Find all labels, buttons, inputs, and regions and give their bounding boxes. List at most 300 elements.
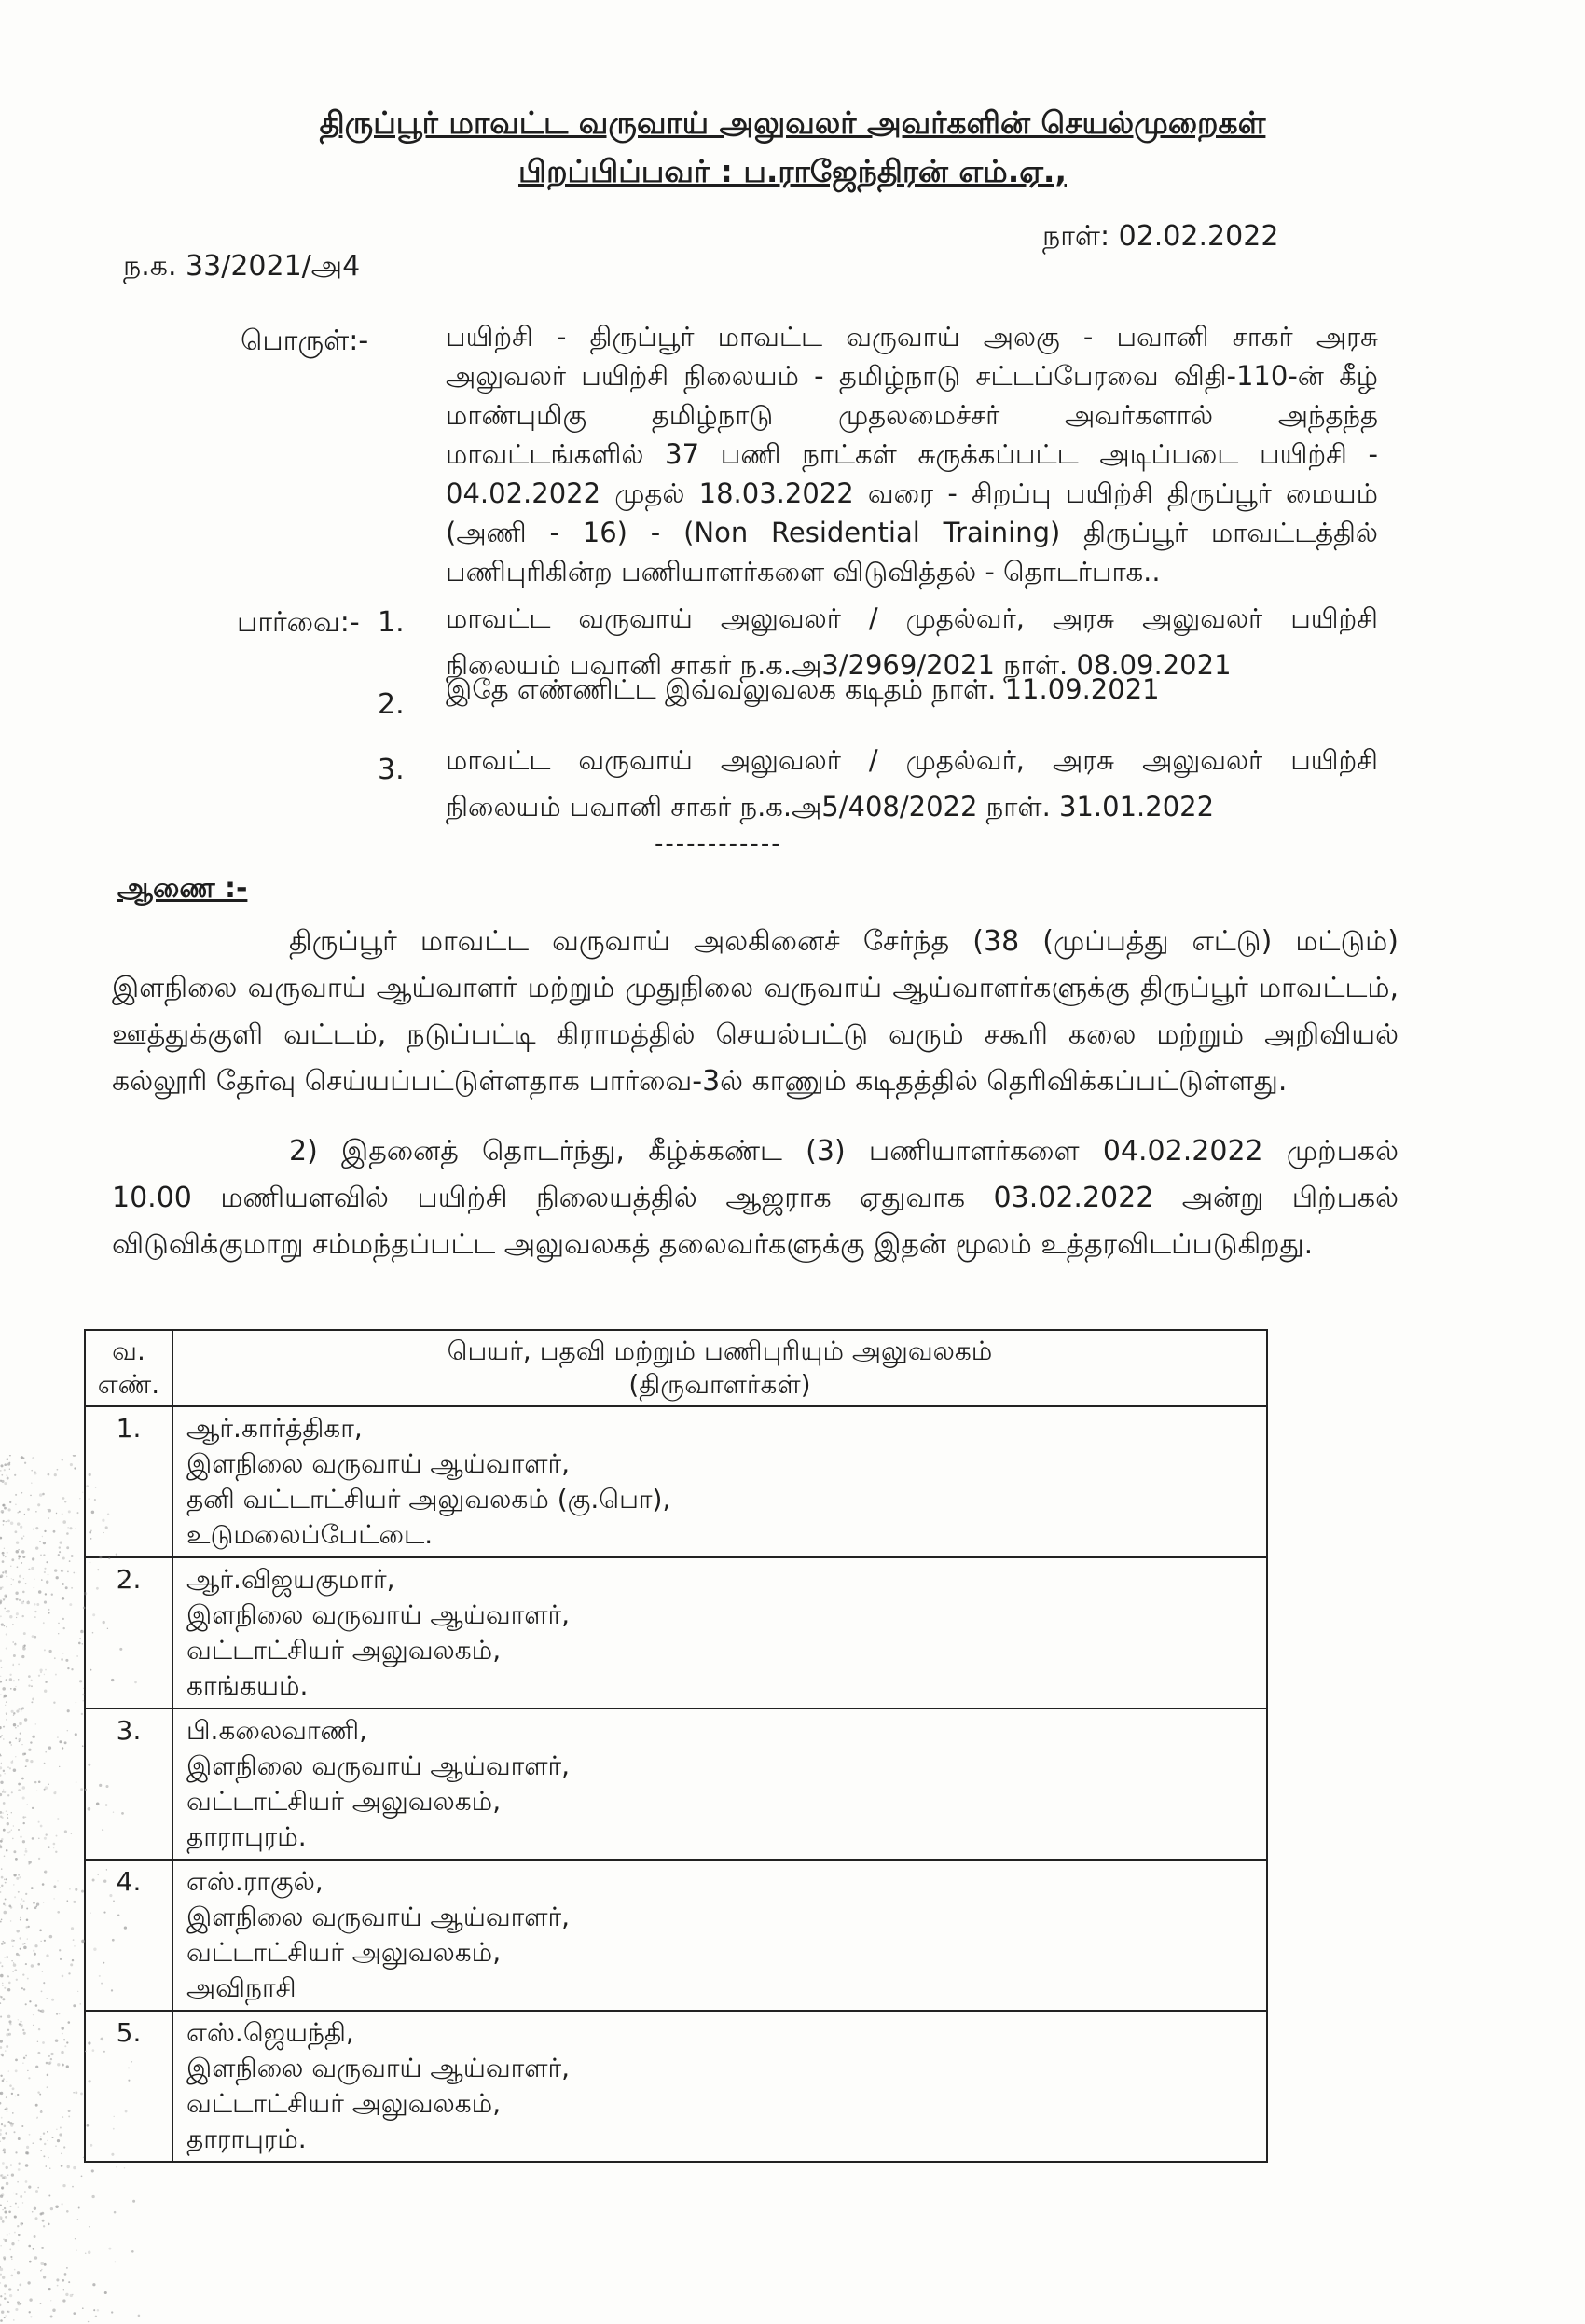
- scan-speck: [2, 2150, 4, 2151]
- scan-speck: [47, 2140, 48, 2141]
- scan-speck: [18, 1954, 20, 1956]
- scan-speck: [28, 1863, 29, 1864]
- scan-speck: [11, 1744, 12, 1745]
- scan-speck: [23, 1900, 25, 1902]
- scan-speck: [20, 2222, 22, 2225]
- scan-speck: [41, 2009, 45, 2013]
- scan-speck: [72, 2294, 73, 2295]
- scan-speck: [12, 1624, 13, 1625]
- scan-speck: [12, 1579, 14, 1581]
- scan-speck: [48, 1609, 49, 1611]
- scan-speck: [3, 2176, 7, 2179]
- scan-speck: [15, 1503, 17, 1505]
- scan-speck: [72, 1959, 74, 1961]
- scan-speck: [6, 1811, 7, 1812]
- scan-speck: [81, 1713, 83, 1715]
- scan-speck: [28, 1685, 30, 1687]
- paragraph-line: விடுவிக்குமாறு சம்மந்தப்பட்ட அலுவலகத் தலைவர்களுக்கு இதன் மூலம் உத்தரவிடப்படுகிறது.: [112, 1228, 1314, 1261]
- scan-speck: [78, 2207, 80, 2209]
- scan-speck: [26, 1926, 28, 1928]
- scan-speck: [21, 1537, 23, 1539]
- scan-speck: [1, 1817, 3, 1819]
- scan-speck: [35, 2217, 38, 2220]
- scan-speck: [58, 1633, 59, 1634]
- scan-speck: [22, 2223, 24, 2225]
- scan-speck: [5, 1882, 7, 1884]
- scan-speck: [11, 1710, 14, 1713]
- scan-speck: [71, 1927, 74, 1930]
- scan-speck: [62, 2299, 65, 2302]
- scan-speck: [21, 1615, 23, 1617]
- scan-speck: [0, 1576, 2, 1578]
- scan-speck: [13, 1962, 14, 1963]
- scan-speck: [61, 2027, 64, 2030]
- scan-speck: [88, 2251, 91, 2255]
- scan-speck: [71, 1833, 73, 1834]
- scan-speck: [57, 1736, 59, 1738]
- scan-speck: [1, 1919, 3, 1921]
- scan-speck: [28, 1926, 30, 1928]
- order-paragraph-2: [112, 1128, 1399, 1268]
- scan-speck: [27, 2070, 28, 2071]
- scan-speck: [34, 1611, 36, 1612]
- scan-speck: [40, 1825, 43, 1828]
- scan-speck: [6, 1648, 7, 1650]
- scan-speck: [1, 1667, 3, 1668]
- scan-speck: [66, 2267, 68, 2269]
- subject-line: மாவட்டங்களில் 37 பணி நாட்கள் சுருக்கப்பட்ட அடிப்படை பயிற்சி -: [446, 438, 1378, 470]
- scan-speck: [18, 2240, 20, 2242]
- scan-speck: [11, 1830, 12, 1831]
- scan-speck: [24, 1718, 27, 1721]
- scan-speck: [62, 1618, 64, 1620]
- scan-speck: [18, 2168, 21, 2171]
- scan-speck: [33, 1902, 34, 1903]
- scan-speck: [32, 1457, 34, 1459]
- scan-speck: [2, 2177, 5, 2179]
- scan-speck: [25, 1816, 27, 1818]
- scan-speck: [22, 2202, 23, 2203]
- scan-speck: [111, 2311, 113, 2313]
- scan-speck: [4, 2125, 7, 2128]
- scan-speck: [21, 1562, 23, 1564]
- scan-speck: [44, 1872, 45, 1873]
- scan-speck: [57, 1880, 58, 1881]
- scan-speck: [48, 1612, 49, 1613]
- scan-speck: [22, 2062, 24, 2064]
- scan-speck: [43, 1554, 45, 1556]
- scan-speck: [8, 2211, 11, 2214]
- scan-speck: [108, 2248, 111, 2250]
- scan-speck: [35, 1723, 37, 1725]
- scan-speck: [40, 1669, 43, 1672]
- scan-speck: [15, 1686, 16, 1687]
- scan-speck: [32, 1837, 34, 1840]
- scan-speck: [23, 1535, 24, 1536]
- scan-speck: [17, 1725, 18, 1726]
- scan-speck: [22, 1645, 25, 1648]
- scan-speck: [2, 1560, 5, 1563]
- scan-speck: [21, 1906, 23, 1909]
- scan-speck: [61, 2152, 62, 2154]
- scan-speck: [1, 1480, 4, 1483]
- file-number: ந.க. 33/2021/அ4: [123, 250, 361, 283]
- scan-speck: [3, 1599, 5, 1601]
- staff-details: [172, 1406, 1267, 1557]
- scan-speck: [0, 2216, 3, 2220]
- scan-speck: [41, 2212, 44, 2215]
- scan-speck: [33, 2248, 34, 2250]
- header-line: வ.: [112, 1335, 145, 1366]
- scan-speck: [3, 1726, 4, 1727]
- scan-speck: [1, 2245, 2, 2246]
- scan-speck: [43, 2133, 45, 2135]
- scan-speck: [0, 2092, 3, 2095]
- scan-speck: [18, 1829, 20, 1831]
- scan-speck: [15, 2308, 18, 2311]
- scan-speck: [56, 2278, 59, 2281]
- scan-speck: [97, 2309, 100, 2312]
- scan-speck: [19, 1738, 21, 1741]
- scan-speck: [53, 1530, 56, 1533]
- scan-speck: [26, 2151, 29, 2154]
- scan-speck: [48, 2195, 50, 2197]
- scan-speck: [48, 1574, 49, 1576]
- scan-speck: [18, 1555, 21, 1557]
- scan-speck: [73, 2092, 75, 2094]
- scan-speck: [18, 1558, 20, 1560]
- reference-line: மாவட்ட வருவாய் அலுவலர் / முதல்வர், அரசு அலுவலர் பயிற்சி: [446, 744, 1378, 776]
- scan-speck: [29, 2311, 31, 2313]
- scan-speck: [38, 1821, 40, 1823]
- reference-line: மாவட்ட வருவாய் அலுவலர் / முதல்வர், அரசு அலுவலர் பயிற்சி: [446, 602, 1378, 634]
- scan-speck: [34, 1907, 37, 1910]
- scan-speck: [104, 2291, 107, 2294]
- scan-speck: [30, 1495, 32, 1497]
- scan-speck: [61, 1570, 62, 1571]
- scan-speck: [61, 2203, 62, 2205]
- scan-speck: [4, 1773, 5, 1774]
- scan-speck: [44, 1568, 46, 1570]
- scan-speck: [67, 1730, 69, 1732]
- reference-number: 3.: [378, 754, 405, 786]
- scan-speck: [45, 1669, 47, 1671]
- scan-speck: [14, 2232, 16, 2234]
- scan-speck: [2, 1998, 5, 2000]
- scan-speck: [1, 2123, 3, 2125]
- scan-speck: [62, 1513, 63, 1515]
- scan-speck: [60, 1958, 62, 1960]
- scan-speck: [8, 1905, 11, 1908]
- scan-speck: [70, 1463, 73, 1466]
- scan-speck: [20, 1836, 21, 1838]
- scan-speck: [7, 1463, 10, 1466]
- scan-speck: [51, 2137, 53, 2138]
- scan-speck: [19, 1599, 21, 1601]
- scan-speck: [2, 2137, 5, 2139]
- staff-details: [172, 1860, 1267, 2011]
- scan-speck: [32, 1807, 34, 1809]
- scan-speck: [9, 1741, 11, 1743]
- scan-speck: [18, 2163, 20, 2165]
- paragraph-line: 2) இதனைத் தொடர்ந்து, கீழ்க்கண்ட (3) பணியாளர்களை 04.02.2022 முற்பகல்: [289, 1135, 1399, 1168]
- scan-speck: [24, 1943, 26, 1944]
- scan-speck: [40, 2213, 43, 2216]
- scan-speck: [4, 1548, 5, 1549]
- scan-speck: [59, 1740, 62, 1743]
- scan-speck: [0, 1574, 3, 1577]
- scan-speck: [17, 2303, 21, 2306]
- scan-speck: [58, 1623, 59, 1624]
- scan-speck: [28, 2077, 30, 2079]
- scan-speck: [61, 1658, 63, 1661]
- scan-speck: [19, 1511, 21, 1513]
- scan-speck: [4, 2151, 6, 2153]
- scan-speck: [1, 2117, 3, 2119]
- header-line: எண்.: [97, 1369, 160, 1400]
- scan-speck: [19, 1876, 21, 1878]
- scan-speck: [0, 2205, 2, 2206]
- scan-speck: [22, 1753, 25, 1756]
- scan-speck: [31, 1685, 33, 1687]
- scan-speck: [6, 2033, 8, 2036]
- scan-speck: [46, 1833, 48, 1835]
- scan-speck: [53, 1702, 55, 1704]
- scan-speck: [43, 1622, 45, 1624]
- scan-speck: [22, 1840, 25, 1843]
- scan-speck: [7, 1814, 8, 1815]
- scan-speck: [29, 2261, 32, 2263]
- scan-speck: [7, 1822, 9, 1825]
- scan-speck: [11, 1584, 12, 1585]
- scan-speck: [1, 1885, 3, 1887]
- scan-speck: [56, 1576, 59, 1579]
- scan-speck: [1, 2175, 2, 2176]
- scan-speck: [6, 2107, 8, 2110]
- scan-speck: [20, 1937, 21, 1939]
- scan-speck: [23, 1578, 24, 1579]
- scan-speck: [76, 1528, 77, 1529]
- scan-speck: [45, 1786, 48, 1789]
- scan-speck: [70, 2294, 73, 2297]
- scan-speck: [40, 1672, 42, 1674]
- scan-speck: [0, 1537, 2, 1540]
- scan-speck: [23, 1946, 27, 1950]
- scan-speck: [11, 1960, 12, 1961]
- scan-speck: [62, 2184, 65, 2187]
- scan-speck: [40, 1555, 42, 1556]
- scan-speck: [3, 1524, 4, 1525]
- scan-speck: [0, 1811, 2, 1814]
- scan-speck: [23, 1988, 25, 1990]
- scan-speck: [0, 2092, 1, 2094]
- scan-speck: [91, 2169, 94, 2172]
- scan-speck: [10, 1522, 13, 1525]
- scan-speck: [17, 1566, 19, 1568]
- scan-speck: [54, 1473, 57, 1476]
- scan-speck: [72, 2186, 74, 2188]
- scan-speck: [16, 1710, 19, 1713]
- scan-speck: [21, 2125, 23, 2127]
- scan-speck: [9, 1678, 12, 1681]
- header-line: (திருவாளர்கள்): [628, 1369, 811, 1400]
- scan-speck: [13, 1688, 16, 1691]
- scan-speck: [25, 2164, 29, 2167]
- scan-speck: [13, 1884, 15, 1886]
- scan-speck: [20, 1948, 21, 1950]
- scan-speck: [64, 1501, 66, 1502]
- scan-speck: [62, 1497, 65, 1500]
- scan-speck: [4, 1942, 6, 1944]
- scan-speck: [34, 2256, 38, 2260]
- scan-speck: [39, 2094, 41, 2096]
- scan-speck: [22, 1556, 25, 1558]
- scan-speck: [10, 1688, 12, 1690]
- scan-speck: [48, 1746, 51, 1749]
- staff-details: [172, 1557, 1267, 1708]
- scan-speck: [21, 1898, 22, 1900]
- reference-item-3: [446, 744, 1378, 837]
- scan-speck: [18, 1783, 21, 1786]
- scan-speck: [2, 1791, 4, 1793]
- scan-speck: [0, 2304, 1, 2306]
- reference-line: நிலையம் பவானி சாகர் ந.க.அ5/408/2022 நாள். 31.01.2022: [446, 791, 1215, 823]
- scan-speck: [22, 1786, 25, 1789]
- scan-speck: [61, 2165, 63, 2167]
- scan-speck: [2, 1552, 5, 1555]
- scan-speck: [46, 1954, 48, 1957]
- scan-speck: [66, 1900, 68, 1902]
- subject-line: (அணி - 16) - (Non Residential Training) திருப்பூர் மாவட்டத்தில்: [446, 517, 1378, 548]
- scan-speck: [0, 1676, 1, 1677]
- scan-speck: [10, 1566, 11, 1567]
- scan-speck: [65, 2293, 68, 2296]
- scan-speck: [20, 1917, 21, 1918]
- scan-speck: [55, 2039, 58, 2041]
- scan-speck: [53, 1791, 56, 1794]
- scan-speck: [38, 1781, 41, 1784]
- scan-speck: [24, 1752, 26, 1754]
- scan-speck: [67, 1570, 69, 1572]
- scan-speck: [57, 1818, 59, 1819]
- scan-speck: [114, 2211, 117, 2214]
- scan-speck: [26, 1908, 28, 1910]
- scan-speck: [21, 1655, 24, 1658]
- staff-designation: இளநிலை வருவாய் ஆய்வாளர்,: [186, 1902, 571, 1932]
- scan-speck: [24, 1854, 26, 1856]
- scan-speck: [18, 2137, 21, 2140]
- scan-speck: [13, 2131, 15, 2133]
- scan-speck: [37, 1963, 40, 1966]
- scan-speck: [47, 2074, 49, 2077]
- scan-speck: [16, 1877, 19, 1880]
- scan-speck: [2, 1983, 4, 1985]
- scan-speck: [6, 1679, 7, 1681]
- staff-designation: இளநிலை வருவாய் ஆய்வாளர்,: [186, 1750, 571, 1781]
- scan-speck: [56, 1513, 57, 1514]
- scan-speck: [3, 1829, 6, 1832]
- scan-speck: [23, 2057, 25, 2059]
- scan-speck: [88, 2321, 90, 2323]
- scan-speck: [59, 2133, 62, 2136]
- scan-speck: [93, 2309, 95, 2311]
- scan-speck: [0, 2319, 3, 2322]
- scan-speck: [33, 1950, 34, 1952]
- scan-speck: [2, 1687, 6, 1691]
- scan-speck: [32, 2211, 34, 2213]
- scan-speck: [0, 1996, 1, 1997]
- scan-speck: [13, 1874, 16, 1876]
- scan-speck: [37, 2052, 40, 2054]
- scan-speck: [0, 1694, 2, 1695]
- scan-speck: [43, 1542, 46, 1544]
- scan-speck: [67, 1709, 70, 1712]
- scan-speck: [7, 2121, 9, 2123]
- scan-speck: [124, 2167, 125, 2168]
- staff-designation: இளநிலை வருவாய் ஆய்வாளர்,: [186, 1448, 571, 1479]
- scan-speck: [6, 1575, 7, 1577]
- scan-speck: [51, 1594, 53, 1596]
- scan-speck: [5, 1556, 7, 1558]
- paragraph-line: திருப்பூர் மாவட்ட வருவாய் அலகினைச் சேர்ந்த (38 (முப்பத்து எட்டு) மட்டும்): [289, 925, 1399, 958]
- scan-speck: [62, 1597, 64, 1599]
- staff-office: வட்டாட்சியர் அலுவலகம்,: [186, 2088, 502, 2119]
- scan-speck: [31, 1887, 34, 1889]
- staff-details: [172, 2011, 1267, 2162]
- scan-speck: [26, 1804, 28, 1805]
- scan-speck: [8, 2070, 9, 2071]
- scan-speck: [11, 1812, 12, 1813]
- scan-speck: [15, 1494, 17, 1496]
- scan-speck: [44, 2263, 47, 2266]
- scan-speck: [37, 2187, 39, 2189]
- scan-speck: [13, 1712, 15, 1714]
- scan-speck: [14, 2215, 17, 2218]
- scan-speck: [53, 1847, 54, 1848]
- scan-speck: [5, 1571, 7, 1574]
- scan-speck: [22, 1796, 25, 1799]
- scan-speck: [16, 1542, 19, 1544]
- scan-speck: [12, 1664, 14, 1666]
- scan-speck: [34, 1944, 37, 1947]
- scan-speck: [50, 2207, 53, 2210]
- scan-speck: [63, 1627, 65, 1629]
- scan-speck: [35, 1905, 37, 1907]
- scan-speck: [5, 2050, 7, 2052]
- scan-speck: [2, 2276, 5, 2279]
- scan-speck: [0, 2040, 3, 2042]
- scan-speck: [53, 1885, 56, 1888]
- scan-speck: [36, 1603, 39, 1606]
- staff-name: ஆர்.விஜயகுமார்,: [186, 1564, 395, 1595]
- scan-speck: [43, 1982, 45, 1984]
- scan-speck: [9, 2023, 11, 2025]
- details-header: [172, 1330, 1267, 1406]
- scan-speck: [4, 1791, 7, 1793]
- scan-speck: [7, 1552, 8, 1554]
- scan-speck: [9, 1767, 11, 1769]
- scan-speck: [69, 1527, 72, 1529]
- scan-speck: [32, 1736, 34, 1737]
- scan-speck: [7, 2311, 8, 2313]
- scan-speck: [9, 1469, 10, 1470]
- scan-speck: [77, 1512, 79, 1514]
- scan-speck: [34, 1636, 36, 1639]
- scan-speck: [20, 2021, 21, 2023]
- scan-speck: [50, 2058, 52, 2060]
- scan-speck: [73, 1455, 76, 1457]
- scan-speck: [4, 1463, 7, 1466]
